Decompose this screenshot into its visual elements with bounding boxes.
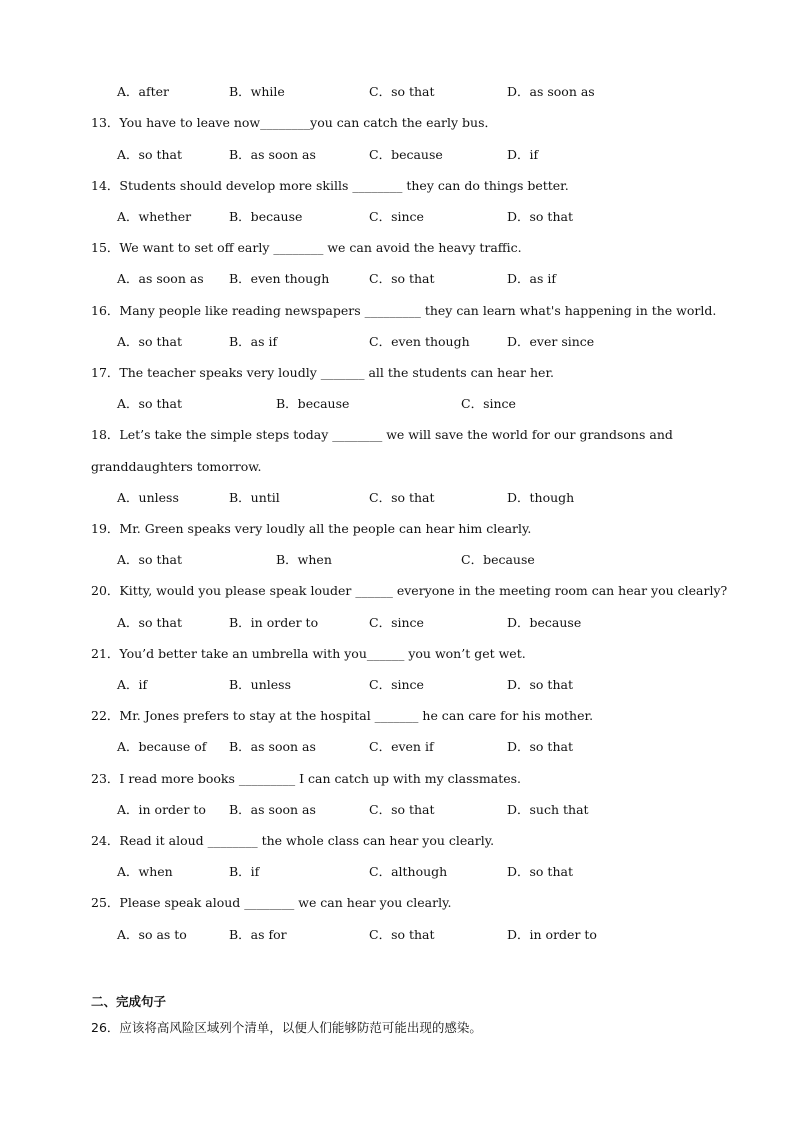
option-b: B．even though [229, 271, 330, 286]
option-b: B．as if [229, 334, 278, 349]
option-b: B．as for [229, 927, 287, 942]
option-a: A．as soon as [117, 271, 204, 286]
option-a: A．because of [117, 739, 207, 754]
option-c: C．even though [369, 334, 470, 349]
option-d: D．though [507, 490, 575, 505]
question-22-stem: 22．Mr. Jones prefers to stay at the hospital _______ he can care for his mother. [91, 708, 594, 723]
question-21-stem: 21．You’d better take an umbrella with you______ you won’t get wet. [91, 646, 526, 661]
question-19-stem: 19．Mr. Green speaks very loudly all the people can hear him clearly. [91, 521, 532, 536]
option-d: D．as if [507, 271, 556, 286]
option-c: C．so that [369, 490, 435, 505]
question-20-stem: 20．Kitty, would you please speak louder ______ everyone in the meeting room can hear you clearly? [91, 583, 728, 598]
question-15-stem: 15．We want to set off early ________ we can avoid the heavy traffic. [91, 240, 522, 255]
option-d: D．ever since [507, 334, 595, 349]
option-c: C．so that [369, 802, 435, 817]
option-c: C．since [369, 677, 424, 692]
option-b: B．unless [229, 677, 292, 692]
question-14-stem: 14．Students should develop more skills ________ they can do things better. [91, 178, 569, 193]
option-b: B．if [229, 864, 260, 879]
option-a: A．so that [117, 396, 182, 411]
option-a: A．so that [117, 615, 182, 630]
option-a: A．so that [117, 334, 182, 349]
question-25-stem: 25．Please speak aloud ________ we can hear you clearly. [91, 895, 452, 910]
option-a: A．in order to [117, 802, 206, 817]
option-c: C．because [369, 147, 443, 162]
option-b: B．because [276, 396, 350, 411]
option-b: B．because [229, 209, 303, 224]
option-d: D．so that [507, 677, 573, 692]
option-b: B．as soon as [229, 147, 316, 162]
option-b: B．while [229, 84, 285, 99]
question-17-stem: 17．The teacher speaks very loudly _______ all the students can hear her. [91, 365, 555, 380]
option-a: A．unless [117, 490, 179, 505]
option-d: D．so that [507, 864, 573, 879]
option-b: B．when [276, 552, 332, 567]
option-d: D．if [507, 147, 539, 162]
question-26-stem: 26．应该将高风险区域列个清单，以便人们能够防范可能出现的感染。 [91, 1020, 482, 1035]
option-a: A．whether [117, 209, 192, 224]
option-a: A．so that [117, 552, 182, 567]
option-d: D．so that [507, 209, 573, 224]
option-d: D．in order to [507, 927, 597, 942]
question-18-stem-continued: granddaughters tomorrow. [91, 459, 262, 474]
option-b: B．as soon as [229, 739, 316, 754]
option-b: B．until [229, 490, 280, 505]
section-heading: 二、完成句子 [91, 994, 167, 1009]
option-d: D．such that [507, 802, 589, 817]
option-c: C．since [461, 396, 516, 411]
option-c: C．because [461, 552, 535, 567]
option-c: C．since [369, 615, 424, 630]
option-c: C．so that [369, 84, 435, 99]
question-13-stem: 13．You have to leave now________you can catch the early bus． [91, 115, 497, 130]
option-c: C．even if [369, 739, 434, 754]
option-a: A．so that [117, 147, 182, 162]
option-b: B．in order to [229, 615, 319, 630]
option-b: B．as soon as [229, 802, 316, 817]
question-24-stem: 24．Read it aloud ________ the whole class can hear you clearly. [91, 833, 495, 848]
option-c: C．although [369, 864, 448, 879]
option-a: A．after [117, 84, 170, 99]
option-d: D．so that [507, 739, 573, 754]
question-16-stem: 16．Many people like reading newspapers _________ they can learn what's happening in the world. [91, 303, 717, 318]
option-d: D．as soon as [507, 84, 595, 99]
option-a: A．if [117, 677, 148, 692]
question-18-stem: 18．Let’s take the simple steps today ________ we will save the world for our grandsons and [91, 427, 673, 442]
option-a: A．so as to [117, 927, 187, 942]
option-d: D．because [507, 615, 582, 630]
option-c: C．so that [369, 927, 435, 942]
question-23-stem: 23．I read more books _________ I can catch up with my classmates. [91, 771, 522, 786]
option-c: C．so that [369, 271, 435, 286]
option-c: C．since [369, 209, 424, 224]
option-a: A．when [117, 864, 173, 879]
